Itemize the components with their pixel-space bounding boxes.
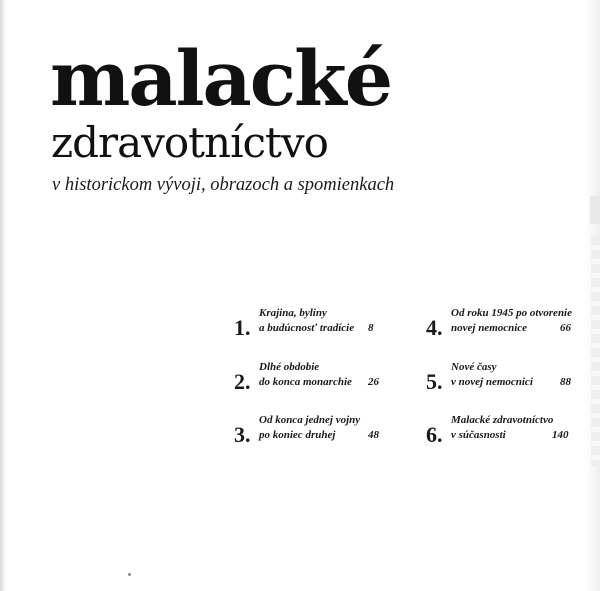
toc-title-line2: a budúcnosť tradície (259, 322, 355, 334)
toc-entry[interactable] (234, 361, 384, 405)
toc-title-line2: do konca monarchie (259, 376, 352, 388)
toc-page-number: 140 (552, 429, 569, 441)
show-through-glyph (590, 196, 600, 224)
toc-entry[interactable] (426, 307, 576, 351)
toc-entry[interactable] (234, 307, 384, 351)
page-edge-shadow (0, 0, 6, 591)
book-title-subline: zdravotníctvo (51, 118, 328, 167)
toc-title-line1: Dlhé obdobie (259, 361, 320, 373)
toc-title-line1: Od roku 1945 po otvorenie (451, 307, 572, 319)
toc-number: 6. (426, 422, 443, 447)
toc-title-line2: novej nemocnice (451, 322, 528, 334)
toc-page-number: 8 (368, 322, 374, 334)
toc-entry[interactable] (234, 414, 384, 458)
toc-page-number: 48 (368, 429, 379, 441)
toc-title-line1: Krajina, byliny (259, 307, 327, 319)
print-speck (128, 573, 131, 576)
toc-entry[interactable] (426, 414, 576, 458)
toc-page-number: 26 (368, 376, 379, 388)
toc-title-line1: Malacké zdravotníctvo (451, 414, 554, 426)
toc-title-line1: Nové časy (451, 361, 497, 373)
toc-number: 3. (234, 422, 251, 447)
book-title: malacké (50, 34, 392, 123)
toc-title-line2: po koniec druhej (259, 429, 336, 441)
book-tagline: v historickom vývoji, obrazoch a spomienkach (52, 175, 395, 195)
toc-number: 1. (234, 315, 251, 340)
toc-title-line1: Od konca jednej vojny (259, 414, 361, 426)
show-through-text (591, 236, 600, 466)
toc-number: 4. (426, 315, 443, 340)
toc-title-line2: v novej nemocnici (451, 376, 533, 388)
toc-entry[interactable] (426, 361, 576, 405)
toc-title-line2: v súčasnosti (451, 429, 506, 441)
toc-number: 5. (426, 369, 443, 394)
toc-page-number: 66 (560, 322, 571, 334)
toc-page-number: 88 (560, 376, 571, 388)
toc-number: 2. (234, 369, 251, 394)
